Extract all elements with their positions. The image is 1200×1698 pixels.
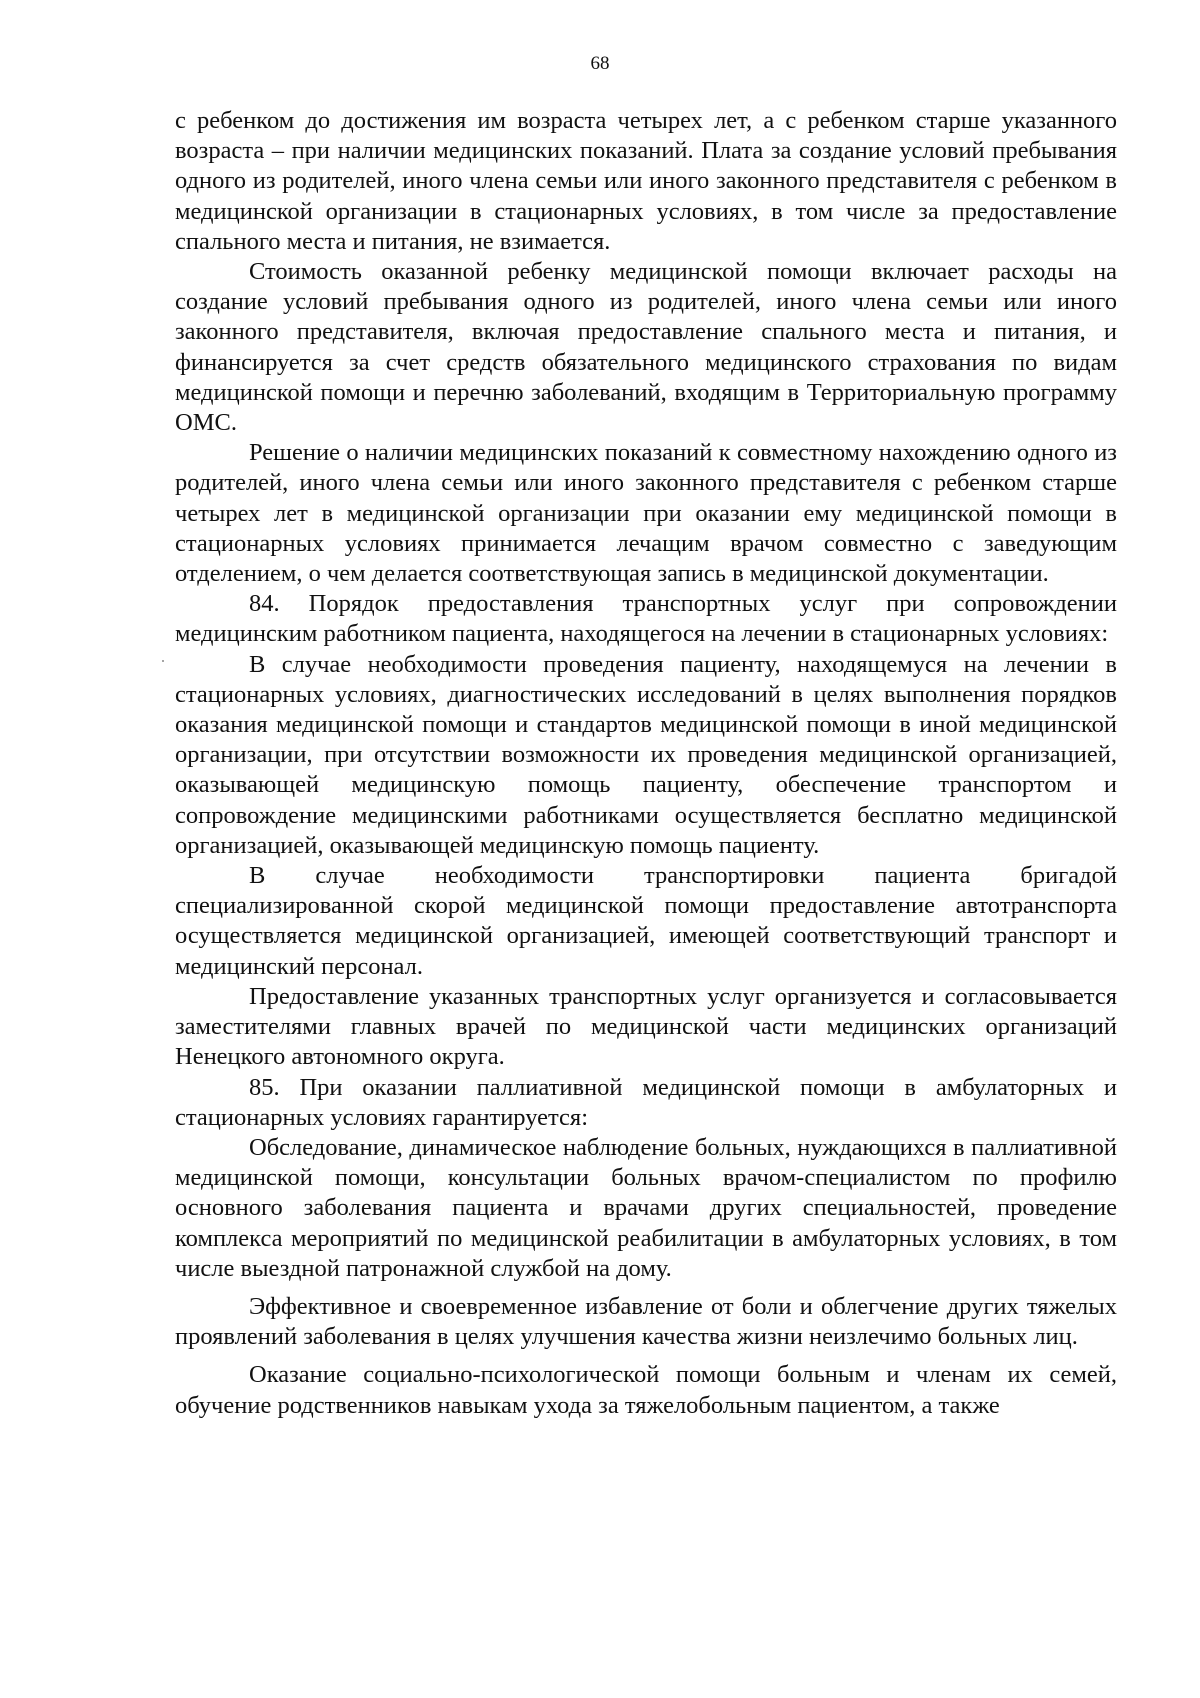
paragraph-item-85	[175, 1073, 1117, 1133]
paragraph-continuation: с ребенком до достижения им возраста четырех лет, а с ребенком старше указанного возраста – при наличии медицинских показаний. Плата за создание условий пребывания одного из родителей, иного члена семьи или иного законного представителя с ребенком в медицинской организации в стационарных условиях, в том числе за предоставление спального места и питания, не взимается.	[175, 107, 1117, 255]
paragraph-diagnostics: В случае необходимости проведения пациенту, находящемуся на лечении в стационарных условиях, диагностических исследований в целях выполнения порядков оказания медицинской помощи и стандартов медицинской помощи в иной медицинской организации, при отсутствии возможности их проведения медицинской организацией, оказывающей медицинскую помощь пациенту, обеспечение транспортом и сопровождение медицинскими работниками осуществляется бесплатно медицинской организацией, оказывающей медицинскую помощь пациенту.	[175, 650, 1117, 859]
paragraph-transportation: В случае необходимости транспортировки пациента бригадой специализированной скорой медицинской помощи предоставление автотранспорта осуществляется медицинской организацией, имеющей соответствующий транспорт и медицинский персонал.	[175, 862, 1117, 980]
item-number-85: 85.	[249, 1073, 280, 1101]
paragraph-decision: Решение о наличии медицинских показаний к совместному нахождению одного из родителей, иного члена семьи или иного законного представителя с ребенком старше четырех лет в медицинской организации при оказании ему медицинской помощи в стационарных условиях принимается лечащим врачом совместно с заведующим отделением, о чем делается соответствующая запись в медицинской документации.	[175, 439, 1117, 588]
scan-speck	[162, 660, 164, 662]
paragraph-psychological-help: Оказание социально-психологической помощи больным и членам их семей, обучение родственников навыкам ухода за тяжелобольным пациентом, а также	[175, 1361, 1117, 1419]
paragraph-item-84	[175, 589, 1117, 649]
item-84-text: Порядок предоставления транспортных услуг при сопровождении медицинским работником пациента, находящегося на лечении в стационарных условиях:	[175, 590, 1118, 648]
paragraph-organization: Предоставление указанных транспортных услуг организуется и согласовывается заместителями главных врачей по медицинской части медицинских организаций Ненецкого автономного округа.	[175, 982, 1117, 1071]
paragraph-pain-relief: Эффективное и своевременное избавление от боли и облегчение других тяжелых проявлений заболевания в целях улучшения качества жизни неизлечимо больных лиц.	[175, 1292, 1117, 1351]
item-85-text: При оказании паллиативной медицинской помощи в амбулаторных и стационарных условиях гарантируется:	[175, 1073, 1117, 1131]
page-number: 68	[590, 53, 610, 74]
paragraph-cost: Стоимость оказанной ребенку медицинской помощи включает расходы на создание условий пребывания одного из родителей, иного члена семьи или иного законного представителя, включая предоставление спального места и питания, и финансируется за счет средств обязательного медицинского страхования по видам медицинской помощи и перечню заболеваний, входящим в Территориальную программу ОМС.	[175, 258, 1117, 437]
paragraph-examination: Обследование, динамическое наблюдение больных, нуждающихся в паллиативной медицинской помощи, консультации больных врачом-специалистом по профилю основного заболевания пациента и врачами других специальностей, проведение комплекса мероприятий по медицинской реабилитации в амбулаторных условиях, в том числе выездной патронажной службой на дому.	[175, 1133, 1117, 1282]
document-body	[175, 106, 1117, 1421]
item-number-84: 84.	[249, 590, 280, 618]
